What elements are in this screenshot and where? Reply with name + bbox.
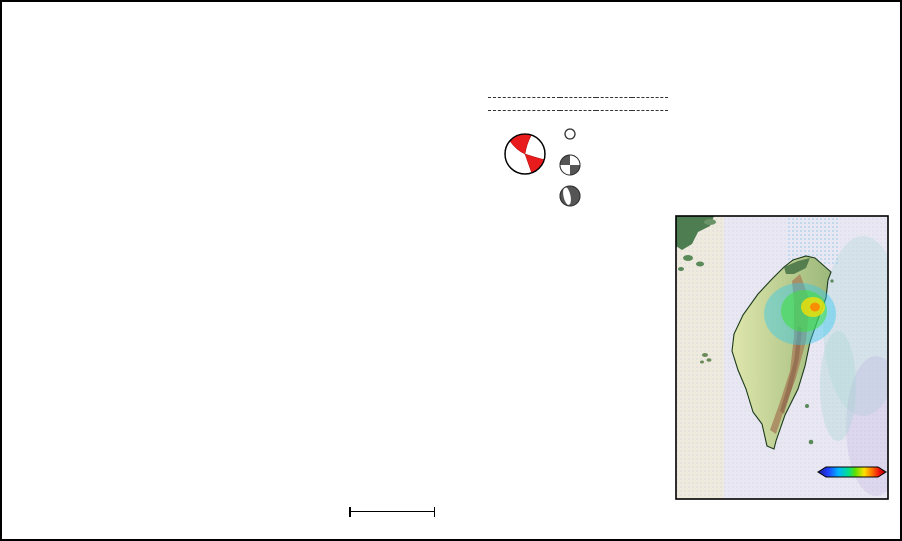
decomposition-iso (558, 119, 588, 148)
mr-colored-field (764, 283, 836, 345)
plane2-label (488, 104, 560, 111)
plane2-dip (596, 104, 632, 111)
mr-colorbar (818, 467, 886, 477)
location-row (488, 23, 668, 35)
misfit-reduction-chart (640, 48, 900, 212)
focal-mechanism-beachball-icon (502, 131, 548, 177)
penghu-islands (702, 353, 708, 357)
iso-ball-icon (558, 127, 582, 141)
station-map (648, 206, 902, 522)
plane2-strike (560, 104, 596, 111)
clvd-ball-icon (558, 185, 582, 207)
time-scalebar (349, 511, 435, 512)
map-base (676, 216, 902, 499)
decomposition-clvd (558, 181, 588, 210)
decomposition-dc (558, 150, 588, 179)
decomposition-list (558, 119, 588, 212)
dc-ball-icon (558, 154, 582, 176)
